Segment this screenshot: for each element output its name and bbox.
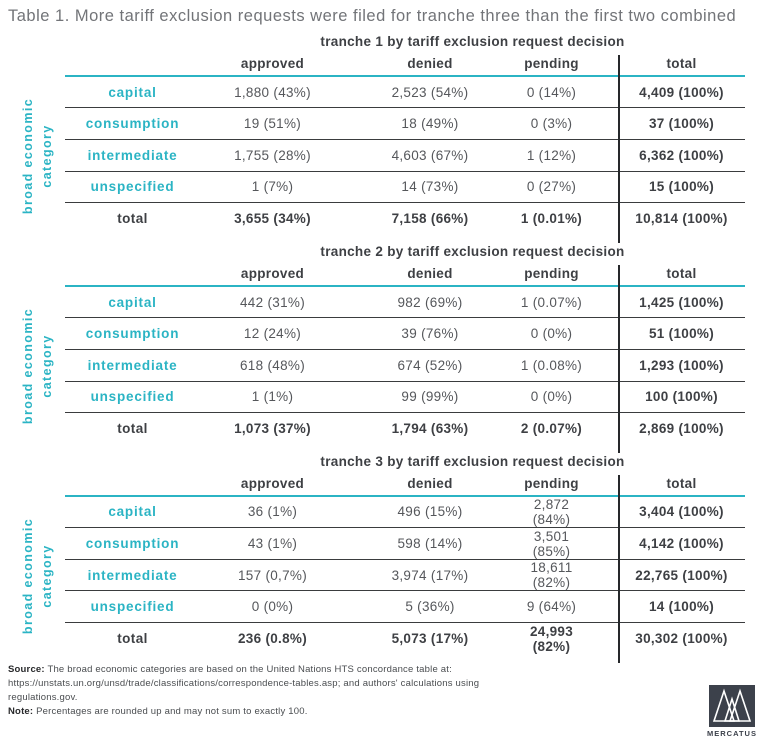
side-label-line2: category — [39, 544, 54, 608]
cell-pending: 18,611 (82%) — [530, 560, 573, 591]
side-label-line1: broad economic — [21, 307, 35, 424]
column-header-pending: pending — [524, 56, 579, 72]
cell-pending: 0 (3%) — [530, 116, 573, 132]
column-header-approved: approved — [240, 56, 305, 72]
tranche-2-table — [21, 239, 745, 445]
cell-pending: 0 (0%) — [530, 326, 573, 342]
cell-denied: 4,603 (67%) — [391, 147, 469, 163]
tranche-3-table — [21, 449, 745, 655]
cell-denied: 14 (73%) — [401, 179, 459, 195]
cell-pending: 9 (64%) — [526, 599, 577, 615]
cell-pending: 2 (0.07%) — [520, 421, 583, 437]
column-header-approved: approved — [240, 266, 305, 282]
cell-total: 51 (100%) — [649, 326, 714, 342]
tranche-3-caption: tranche 3 by tariff exclusion request decision — [320, 453, 625, 469]
cell-total: 4,409 (100%) — [639, 84, 724, 100]
cell-total: 100 (100%) — [645, 389, 718, 405]
column-header-approved: approved — [240, 476, 305, 492]
note-label: Note: — [8, 706, 34, 718]
table-row-intermediate — [65, 350, 745, 382]
cell-approved: 3,655 (34%) — [234, 211, 311, 227]
total-column-divider — [618, 55, 620, 243]
cell-approved: 1,073 (37%) — [234, 421, 311, 437]
cell-denied: 674 (52%) — [397, 357, 463, 373]
cell-total: 3,404 (100%) — [639, 504, 724, 520]
cell-approved: 618 (48%) — [240, 357, 305, 373]
tranche-1-column-headers — [65, 53, 745, 77]
column-header-pending: pending — [524, 266, 579, 282]
cell-approved: 19 (51%) — [243, 116, 302, 132]
row-label: capital — [108, 504, 157, 520]
table-row-capital — [65, 497, 745, 529]
cell-total: 22,765 (100%) — [635, 567, 728, 583]
cell-approved: 1 (1%) — [251, 389, 294, 405]
figure-footnotes — [8, 663, 583, 720]
table-row-unspecified — [65, 172, 745, 204]
cell-pending: 0 (27%) — [526, 179, 577, 195]
cell-approved: 1,880 (43%) — [234, 84, 311, 100]
table-row-unspecified — [65, 591, 745, 623]
row-label: intermediate — [87, 357, 178, 373]
table-row-intermediate — [65, 560, 745, 592]
row-label: intermediate — [87, 147, 178, 163]
cell-denied: 1,794 (63%) — [391, 421, 469, 437]
cell-denied: 18 (49%) — [401, 116, 459, 132]
tranche-2-column-headers — [65, 263, 745, 287]
cell-total: 6,362 (100%) — [639, 147, 724, 163]
tranche-3-column-headers — [65, 473, 745, 497]
cell-pending: 1 (0.08%) — [520, 357, 583, 373]
cell-denied: 2,523 (54%) — [391, 84, 469, 100]
table-row-capital — [65, 77, 745, 109]
cell-total: 15 (100%) — [649, 179, 714, 195]
side-label-broad-economic-category — [19, 286, 57, 446]
row-label: consumption — [85, 116, 180, 132]
cell-denied: 982 (69%) — [397, 294, 463, 310]
table-row-total — [65, 203, 745, 235]
note — [8, 705, 583, 719]
table-row-total — [65, 413, 745, 445]
column-header-pending: pending — [524, 476, 579, 492]
cell-approved: 36 (1%) — [247, 504, 298, 520]
mercatus-logo-text: MERCATUS — [707, 729, 757, 738]
cell-total: 37 (100%) — [649, 116, 714, 132]
source-note — [8, 663, 583, 706]
cell-approved: 236 (0.8%) — [237, 631, 308, 647]
source-text-line2: https://unstats.un.org/unsd/trade/classifications/correspondence-tables.asp; and authors' calculations using — [8, 677, 480, 689]
cell-pending: 3,501 (85%) — [532, 528, 571, 559]
column-header-total: total — [666, 476, 697, 492]
cell-approved: 442 (31%) — [240, 294, 305, 310]
cell-approved: 0 (0%) — [251, 599, 294, 615]
column-header-denied: denied — [407, 56, 453, 72]
side-label-broad-economic-category — [19, 76, 57, 236]
total-column-divider — [618, 475, 620, 663]
side-label-line1: broad economic — [21, 97, 35, 214]
cell-denied: 598 (14%) — [397, 536, 463, 552]
cell-denied: 39 (76%) — [401, 326, 459, 342]
source-text-line1: The broad economic categories are based on the United Nations HTS concordance table at: — [44, 663, 452, 675]
side-label-line1: broad economic — [21, 517, 35, 634]
cell-denied: 99 (99%) — [401, 389, 459, 405]
cell-total: 1,293 (100%) — [639, 357, 724, 373]
row-label: total — [117, 631, 148, 647]
source-text-line3: regulations.gov. — [8, 692, 78, 704]
side-label-line2: category — [39, 124, 54, 188]
row-label: total — [117, 211, 148, 227]
note-text: Percentages are rounded up and may not sum to exactly 100. — [33, 706, 308, 718]
total-column-divider — [618, 265, 620, 453]
tranche-2-caption: tranche 2 by tariff exclusion request decision — [320, 243, 625, 259]
source-label: Source: — [8, 663, 45, 675]
cell-total: 1,425 (100%) — [639, 294, 724, 310]
cell-approved: 1,755 (28%) — [234, 147, 311, 163]
cell-denied: 7,158 (66%) — [391, 211, 469, 227]
table-row-consumption — [65, 318, 745, 350]
table-row-intermediate — [65, 140, 745, 172]
cell-pending: 0 (14%) — [526, 84, 577, 100]
column-header-denied: denied — [407, 476, 453, 492]
side-label-line2: category — [39, 334, 54, 398]
cell-pending: 1 (12%) — [526, 147, 577, 163]
tranche-1-table — [21, 29, 745, 235]
row-label: consumption — [85, 536, 180, 552]
table-row-capital — [65, 287, 745, 319]
row-label: intermediate — [87, 567, 178, 583]
cell-pending: 1 (0.07%) — [520, 294, 583, 310]
table-row-unspecified — [65, 382, 745, 414]
cell-total: 10,814 (100%) — [635, 211, 728, 227]
cell-pending: 1 (0.01%) — [520, 211, 583, 227]
row-label: consumption — [85, 326, 180, 342]
cell-total: 14 (100%) — [649, 599, 714, 615]
table-row-consumption — [65, 528, 745, 560]
cell-approved: 43 (1%) — [247, 536, 298, 552]
row-label: total — [117, 421, 148, 437]
mercatus-logo — [707, 685, 757, 738]
cell-total: 30,302 (100%) — [635, 631, 728, 647]
column-header-total: total — [666, 56, 697, 72]
table-row-consumption — [65, 108, 745, 140]
column-header-denied: denied — [407, 266, 453, 282]
cell-pending: 2,872 (84%) — [532, 496, 571, 527]
row-label: capital — [108, 84, 157, 100]
row-label: unspecified — [90, 389, 175, 405]
table-row-total — [65, 623, 745, 655]
cell-pending: 24,993 (82%) — [529, 623, 574, 654]
cell-denied: 496 (15%) — [397, 504, 463, 520]
cell-denied: 3,974 (17%) — [391, 567, 469, 583]
row-label: unspecified — [90, 179, 175, 195]
cell-approved: 1 (7%) — [251, 179, 294, 195]
cell-total: 2,869 (100%) — [639, 421, 724, 437]
tranche-1-caption: tranche 1 by tariff exclusion request decision — [320, 33, 625, 49]
page-title: Table 1. More tariff exclusion requests were filed for tranche three than the first two combined — [8, 7, 737, 25]
cell-approved: 157 (0,7%) — [237, 567, 308, 583]
mercatus-mark-icon — [709, 685, 755, 727]
cell-approved: 12 (24%) — [243, 326, 302, 342]
side-label-broad-economic-category — [19, 496, 57, 656]
cell-pending: 0 (0%) — [530, 389, 573, 405]
cell-total: 4,142 (100%) — [639, 536, 724, 552]
row-label: unspecified — [90, 599, 175, 615]
cell-denied: 5,073 (17%) — [391, 631, 469, 647]
column-header-total: total — [666, 266, 697, 282]
row-label: capital — [108, 294, 157, 310]
cell-denied: 5 (36%) — [405, 599, 455, 615]
